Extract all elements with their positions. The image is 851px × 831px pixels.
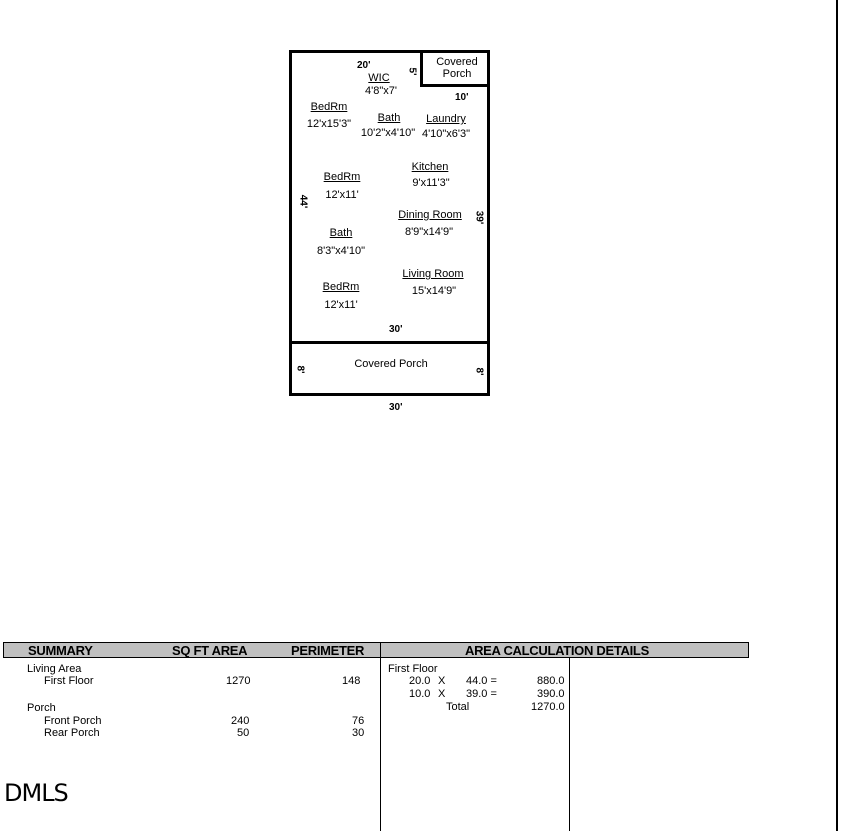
room-bedrm1-size: 12'x15'3" bbox=[306, 118, 352, 130]
calc-total-value: 1270.0 bbox=[531, 701, 565, 713]
room-bath1-size: 10'2"x4'10" bbox=[360, 127, 416, 139]
room-living-size: 15'x14'9" bbox=[411, 285, 457, 297]
room-kitchen-size: 9'x11'3" bbox=[412, 177, 450, 189]
front-porch-label: Front Porch bbox=[44, 715, 102, 727]
dim-top-left: 20' bbox=[357, 60, 371, 71]
room-wic-name: WIC bbox=[368, 72, 390, 84]
front-porch-area: 240 bbox=[231, 715, 250, 727]
calc-row-2-x: X bbox=[438, 688, 446, 700]
dim-main-bottom: 30' bbox=[389, 324, 403, 335]
rear-porch-label: Rear Porch bbox=[44, 727, 100, 739]
room-dining-size: 8'9"x14'9" bbox=[404, 226, 454, 238]
calc-row-1-result: 880.0 bbox=[537, 675, 565, 687]
area-calc-details-header: AREA CALCULATION DETAILS bbox=[465, 643, 649, 658]
column-divider-1 bbox=[380, 642, 381, 831]
dmls-watermark: DMLS bbox=[4, 779, 68, 807]
room-bedrm3-name: BedRm bbox=[322, 281, 360, 293]
rear-porch-perimeter: 30 bbox=[352, 727, 365, 739]
room-laundry-name: Laundry bbox=[426, 113, 466, 125]
room-living-name: Living Room bbox=[402, 268, 464, 280]
room-bedrm3-size: 12'x11' bbox=[324, 299, 358, 311]
dim-porch-bottom: 10' bbox=[455, 92, 469, 103]
calc-row-2-a: 10.0 bbox=[409, 688, 431, 700]
room-kitchen-name: Kitchen bbox=[411, 161, 449, 173]
room-dining-name: Dining Room bbox=[398, 209, 462, 221]
perimeter-header: PERIMETER bbox=[291, 643, 365, 658]
dim-right-side: 39' bbox=[473, 210, 485, 225]
room-bedrm2-size: 12'x11' bbox=[325, 189, 359, 201]
dim-porch-right: 8' bbox=[473, 367, 485, 376]
first-floor-label: First Floor bbox=[44, 675, 94, 687]
dim-porch-left: 8' bbox=[294, 365, 306, 374]
room-bath2-size: 8'3"x4'10" bbox=[316, 245, 366, 257]
dim-porch-width: 30' bbox=[389, 402, 403, 413]
room-laundry-size: 4'10"x6'3" bbox=[421, 128, 471, 140]
living-area-label: Living Area bbox=[27, 663, 82, 675]
column-divider-2 bbox=[569, 658, 570, 831]
summary-header-bar bbox=[3, 642, 749, 658]
calc-title: First Floor bbox=[388, 663, 438, 675]
rear-porch-area: 50 bbox=[237, 727, 250, 739]
calc-row-2-b: 39.0 = bbox=[466, 688, 497, 700]
calc-row-2-result: 390.0 bbox=[537, 688, 565, 700]
room-bedrm1-name: BedRm bbox=[310, 101, 348, 113]
dim-wic-side: 5' bbox=[406, 67, 418, 76]
dim-left-side: 44' bbox=[297, 194, 309, 209]
summary-header: SUMMARY bbox=[28, 643, 93, 658]
room-bath1-name: Bath bbox=[377, 112, 401, 124]
page-right-border bbox=[836, 0, 838, 831]
calc-row-1-a: 20.0 bbox=[409, 675, 431, 687]
calc-total-label: Total bbox=[446, 701, 470, 713]
calc-row-1-b: 44.0 = bbox=[466, 675, 497, 687]
room-bedrm2-name: BedRm bbox=[323, 171, 361, 183]
sqft-area-header: SQ FT AREA bbox=[172, 643, 248, 658]
first-floor-area: 1270 bbox=[226, 675, 251, 687]
room-wic-size: 4'8"x7' bbox=[365, 85, 397, 97]
front-covered-porch-label: Covered Porch bbox=[354, 358, 428, 370]
calc-row-1-x: X bbox=[438, 675, 446, 687]
porch-label: Porch bbox=[27, 702, 56, 714]
rear-covered-porch-label: Covered Porch bbox=[436, 56, 478, 80]
front-porch-perimeter: 76 bbox=[352, 715, 365, 727]
room-bath2-name: Bath bbox=[329, 227, 353, 239]
first-floor-perimeter: 148 bbox=[342, 675, 361, 687]
